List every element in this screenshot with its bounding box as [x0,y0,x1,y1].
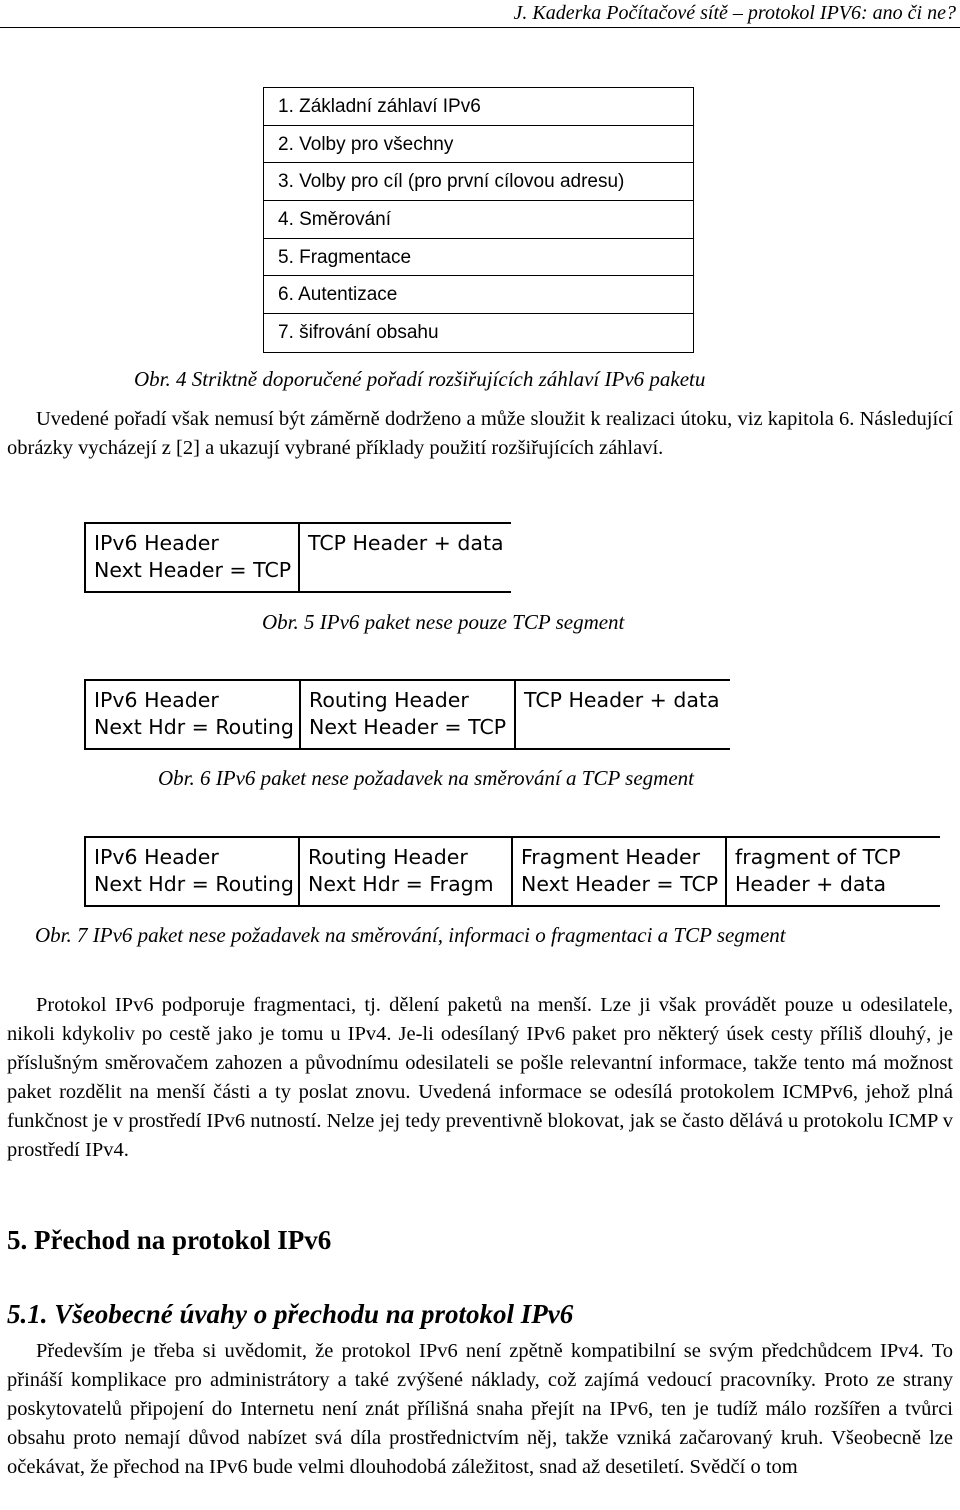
cell-line: Next Hdr = Routing [94,872,294,896]
cell-line: Fragment Header [521,845,701,869]
cell-line: Next Header = TCP [521,872,719,896]
packet-cell-ipv6-header [84,836,298,907]
cell-line: Routing Header [308,845,468,869]
order-item: 2. Volby pro všechny [264,126,693,164]
cell-line: Next Header = TCP [309,715,507,739]
figure-7-caption: Obr. 7 IPv6 paket nese požadavek na směrování, informaci o fragmentaci a TCP segment [35,923,786,947]
packet-cell-fragment-header [511,836,725,907]
paragraph-header-order-note [7,405,953,463]
packet-cell-tcp-data [514,679,730,750]
order-item: 3. Volby pro cíl (pro první cílovou adresu) [264,163,693,201]
subsection-heading: 5.1. Všeobecné úvahy o přechodu na protokol IPv6 [7,1299,574,1329]
cell-line: Next Hdr = Routing [94,715,294,739]
packet-cell-tcp-fragment [725,836,940,907]
paragraph-fragmentation [7,991,953,1164]
cell-line: Header + data [735,872,887,896]
order-item: 7. šifrování obsahu [278,322,439,344]
paragraph-text: Především je třeba si uvědomit, že protokol IPv6 není zpětně kompatibilní se svým předchůdcem IPv4. To přináší komplikace pro administrátory a také zvýšené náklady, což zajímá vedoucí pracovníky. Proto ze strany poskytovatelů připojení do Internetu není znát přílišná snaha přejít na IPv6, ten je tudíž málo rozšířen a tvůrci obsahu proto nemají důvod nabízet svá díla prostřednictvím něj, takže vzniká začarovaný kruh. Všeobecně lze očekávat, že přechod na IPv6 bude velmi dlouhodobá záležitost, snad až desetiletí. Svědčí o tom [7,1340,953,1478]
figure-6-caption: Obr. 6 IPv6 paket nese požadavek na směrování a TCP segment [158,766,694,790]
packet-cell-tcp-data [298,522,511,593]
cell-line: TCP Header + data [308,531,504,555]
paragraph-text: Uvedené pořadí však nemusí být záměrně dodrženo a může sloužit k realizaci útoku, viz kapitola 6. Následující obrázky vycházejí z [2] a ukazují vybrané příklady použití rozšiřujících záhlaví. [7,408,953,459]
running-header-title: J. Kaderka Počítačové sítě – protokol IPV6: ano či ne? [513,2,956,24]
packet-cell-routing-header [299,679,514,750]
figure-6-packet-diagram [84,679,730,750]
order-item: 4. Směrování [264,201,693,239]
paragraph-transition [7,1337,953,1482]
cell-line: Next Hdr = Fragm [308,872,494,896]
figure-5-packet-diagram [84,522,511,593]
cell-line: Routing Header [309,688,469,712]
header-order-table [263,87,694,353]
order-item: 5. Fragmentace [264,239,693,277]
cell-line: fragment of TCP [735,845,901,869]
paragraph-text: Protokol IPv6 podporuje fragmentaci, tj. dělení paketů na menší. Lze ji však provádět pouze u odesilatele, nikoli kdykoliv po cestě jako je tomu u IPv4. Je-li odesílaný IPv6 paket pro některý úsek cesty příliš dlouhý, je příslušným směrovačem zahozen a původnímu odesilateli se pošle relevantní informace, takže tento má možnost paket rozdělit na menší části a ty poslat znovu. Uvedená informace se odesílá protokolem ICMPv6, jehož plná funkčnost je v prostředí IPv6 nutností. Nelze jej tedy preventivně blokovat, jak se často dělává u protokolu ICMP v prostředí IPv4. [7,994,953,1161]
figure-4-caption: Obr. 4 Striktně doporučené pořadí rozšiřujících záhlaví IPv6 paketu [134,367,706,391]
section-heading: 5. Přechod na protokol IPv6 [7,1225,332,1255]
packet-cell-ipv6-header [84,522,298,593]
cell-line: IPv6 Header [94,845,219,869]
packet-cell-ipv6-header [84,679,299,750]
cell-line: Next Header = TCP [94,558,292,582]
cell-line: TCP Header + data [524,688,720,712]
figure-7-packet-diagram [84,836,940,907]
cell-line: IPv6 Header [94,688,219,712]
figure-5-caption: Obr. 5 IPv6 paket nese pouze TCP segment [262,610,625,634]
running-header [0,0,960,28]
cell-line: IPv6 Header [94,531,219,555]
order-item: 1. Základní záhlaví IPv6 [264,88,693,126]
packet-cell-routing-header [298,836,511,907]
order-item: 6. Autentizace [264,276,693,314]
